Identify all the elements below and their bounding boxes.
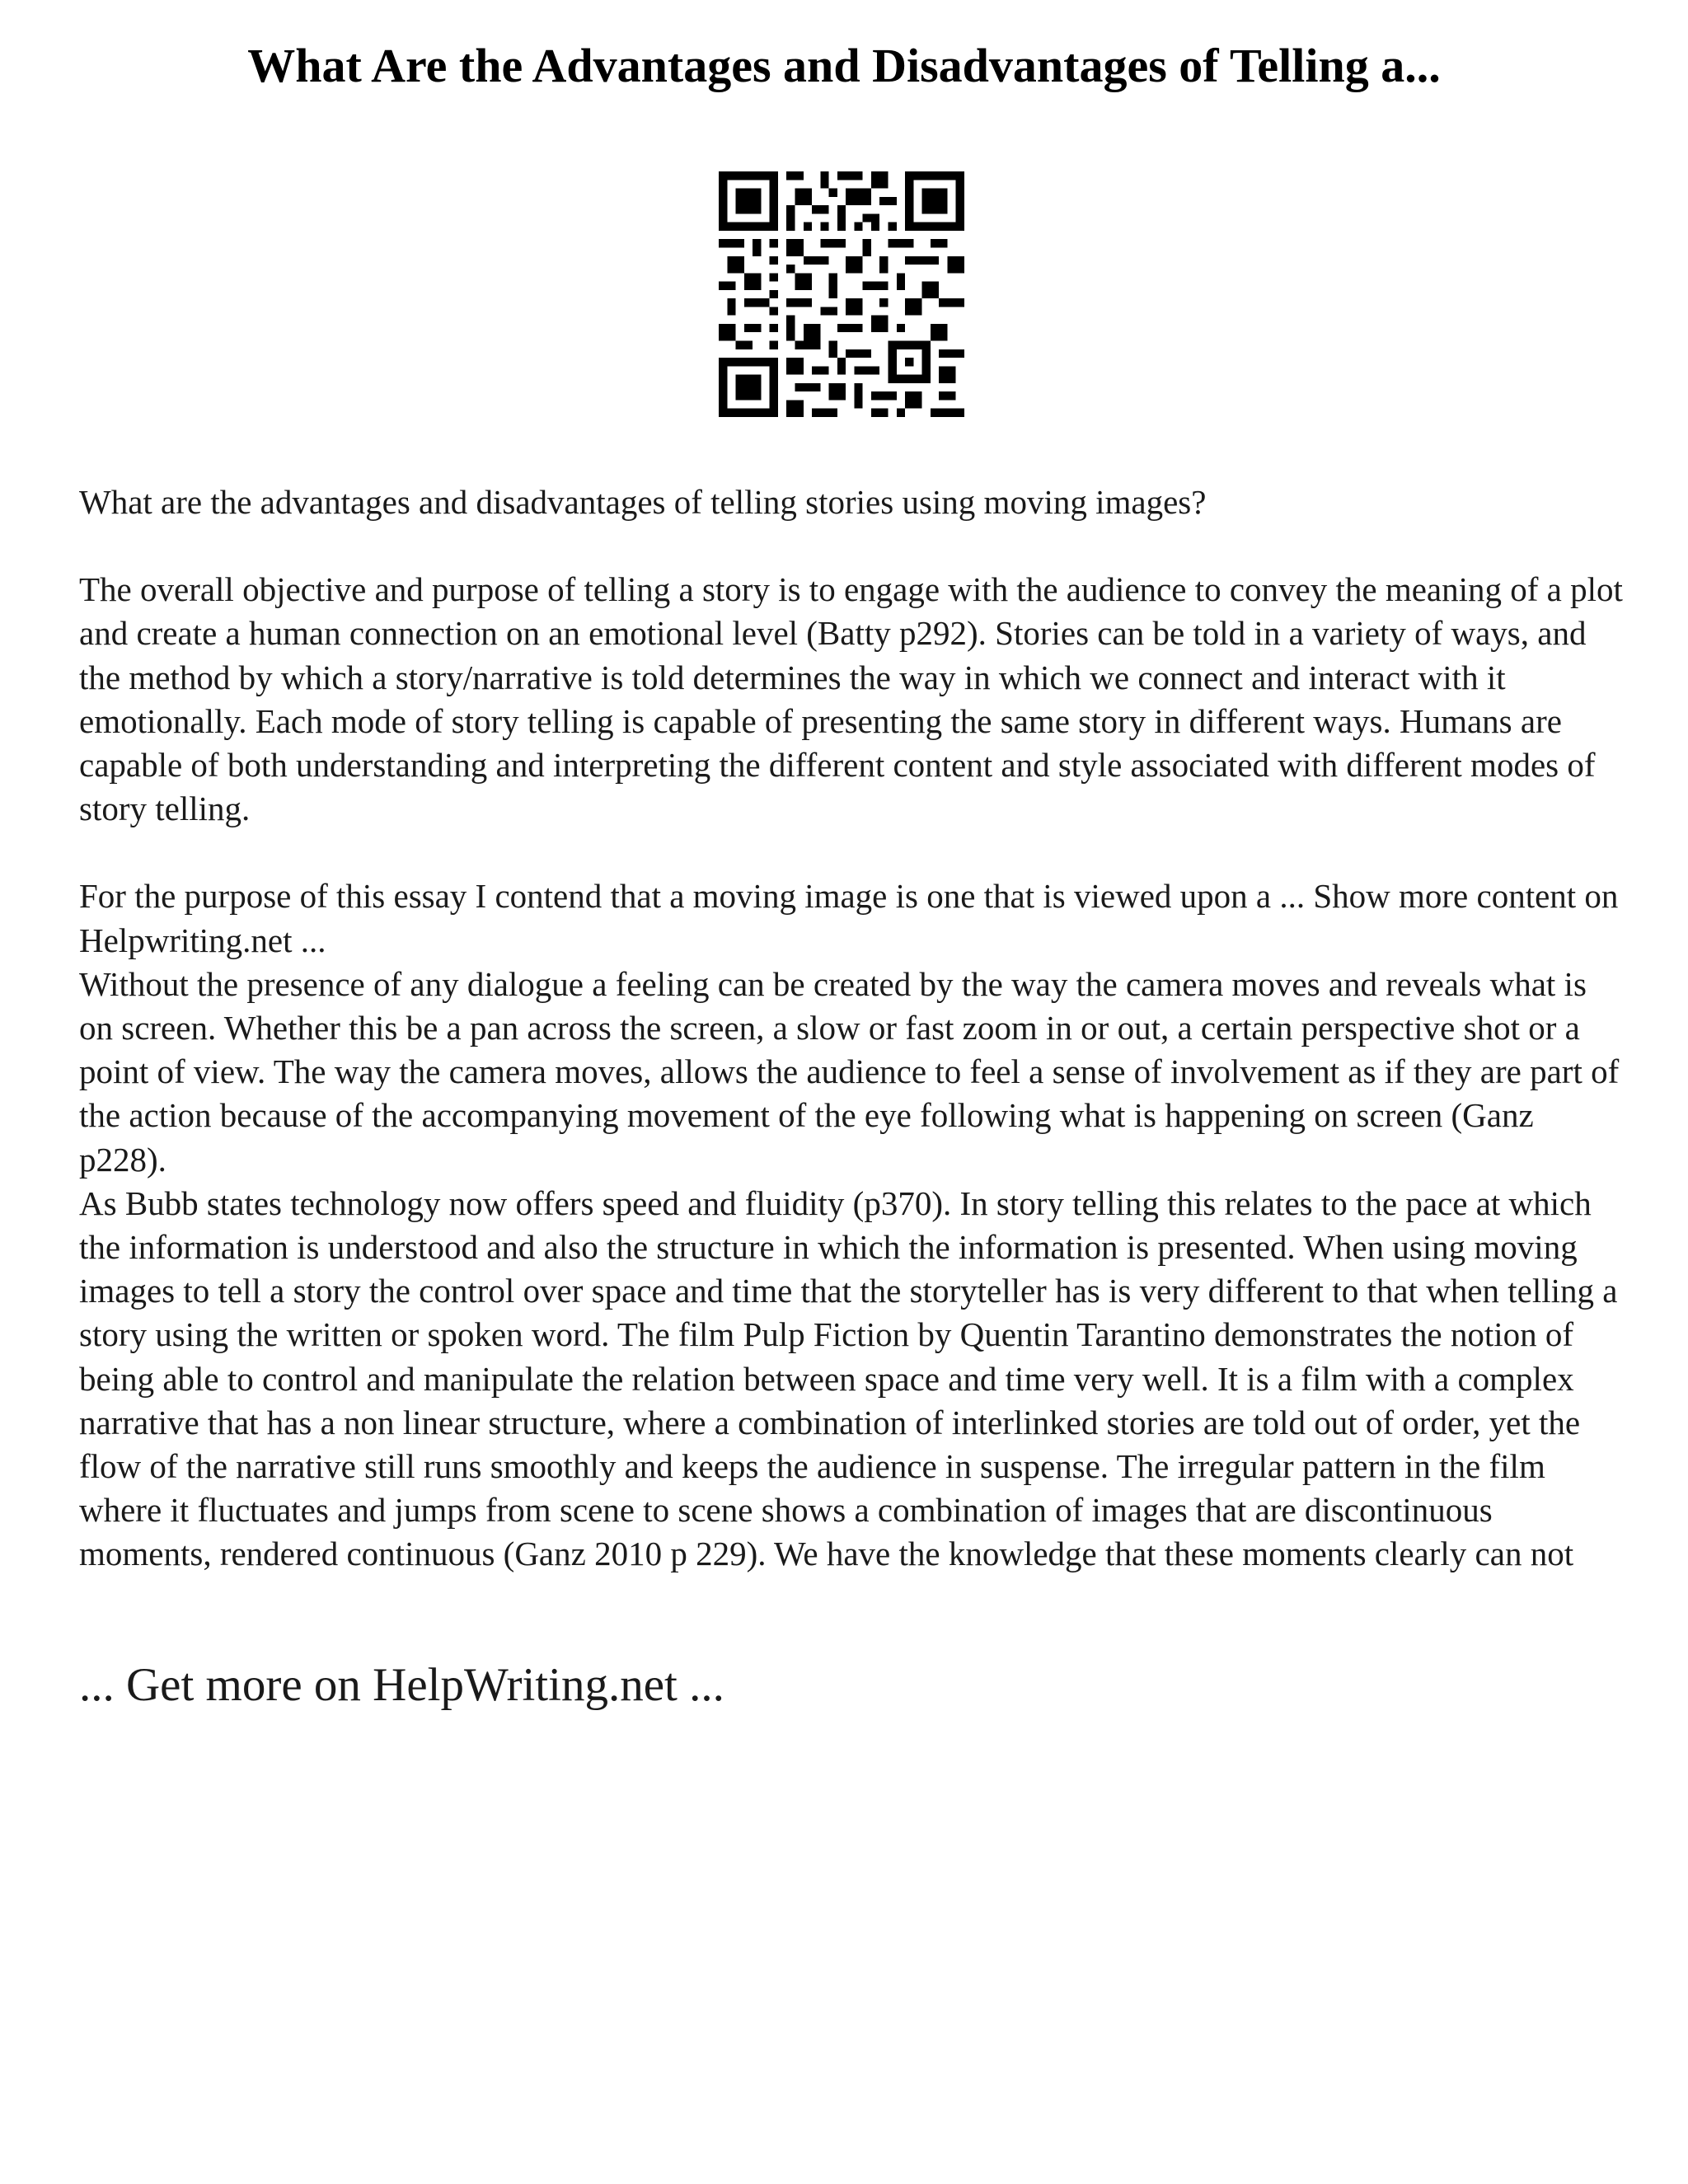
paragraph-spacer	[79, 831, 1629, 874]
page-title: What Are the Advantages and Disadvantages of Telling a...	[247, 39, 1441, 92]
paragraph-3: Without the presence of any dialogue a feeling can be created by the way the camera moves and reveals what is on screen. Whether this be a pan across the screen, a slow or fast zoom in or out, a certain perspective shot or a point of view. The way the camera moves, allows the audience to feel a sense of involvement as if they are part of the action because of the accompanying movement of the eye following what is happening on screen (Ganz p228).	[79, 964, 1620, 1179]
paragraph-2: For the purpose of this essay I contend that a moving image is one that is viewed upon a ... Show more content on Helpwriting.net ...	[79, 877, 1619, 959]
get-more-link[interactable]: ... Get more on HelpWriting.net ...	[79, 1659, 724, 1711]
qr-code-icon	[719, 171, 964, 417]
essay-question: What are the advantages and disadvantages of telling stories using moving images?	[79, 483, 1207, 521]
paragraph-spacer	[79, 524, 1629, 568]
paragraph-1: The overall objective and purpose of telling a story is to engage with the audience to convey the meaning of a plot and create a human connection on an emotional level (Batty p292). Stories can be told in a variety of ways, and the method by which a story/narrative is told determines the way in which we connect and interact with it emotionally. Each mode of story telling is capable of presenting the same story in different ways. Humans are capable of both understanding and interpreting the different content and style associated with different modes of story telling.	[79, 570, 1623, 828]
paragraph-4: As Bubb states technology now offers speed and fluidity (p370). In story telling this relates to the pace at which the information is understood and also the structure in which the information is presented. When using moving images to tell a story the control over space and time that the storyteller has is very different to that when telling a story using the written or spoken word. The film Pulp Fiction by Quentin Tarantino demonstrates the notion of being able to control and manipulate the relation between space and time very well. It is a film with a complex narrative that has a non linear structure, where a combination of interlinked stories are told out of order, yet the flow of the narrative still runs smoothly and keeps the audience in suspense. The irregular pattern in the film where it fluctuates and jumps from scene to scene shows a combination of images that are discontinuous moments, rendered continuous (Ganz 2010 p 229). We have the knowledge that these moments clearly can not	[79, 1183, 1618, 1573]
essay-body	[79, 480, 1629, 1577]
